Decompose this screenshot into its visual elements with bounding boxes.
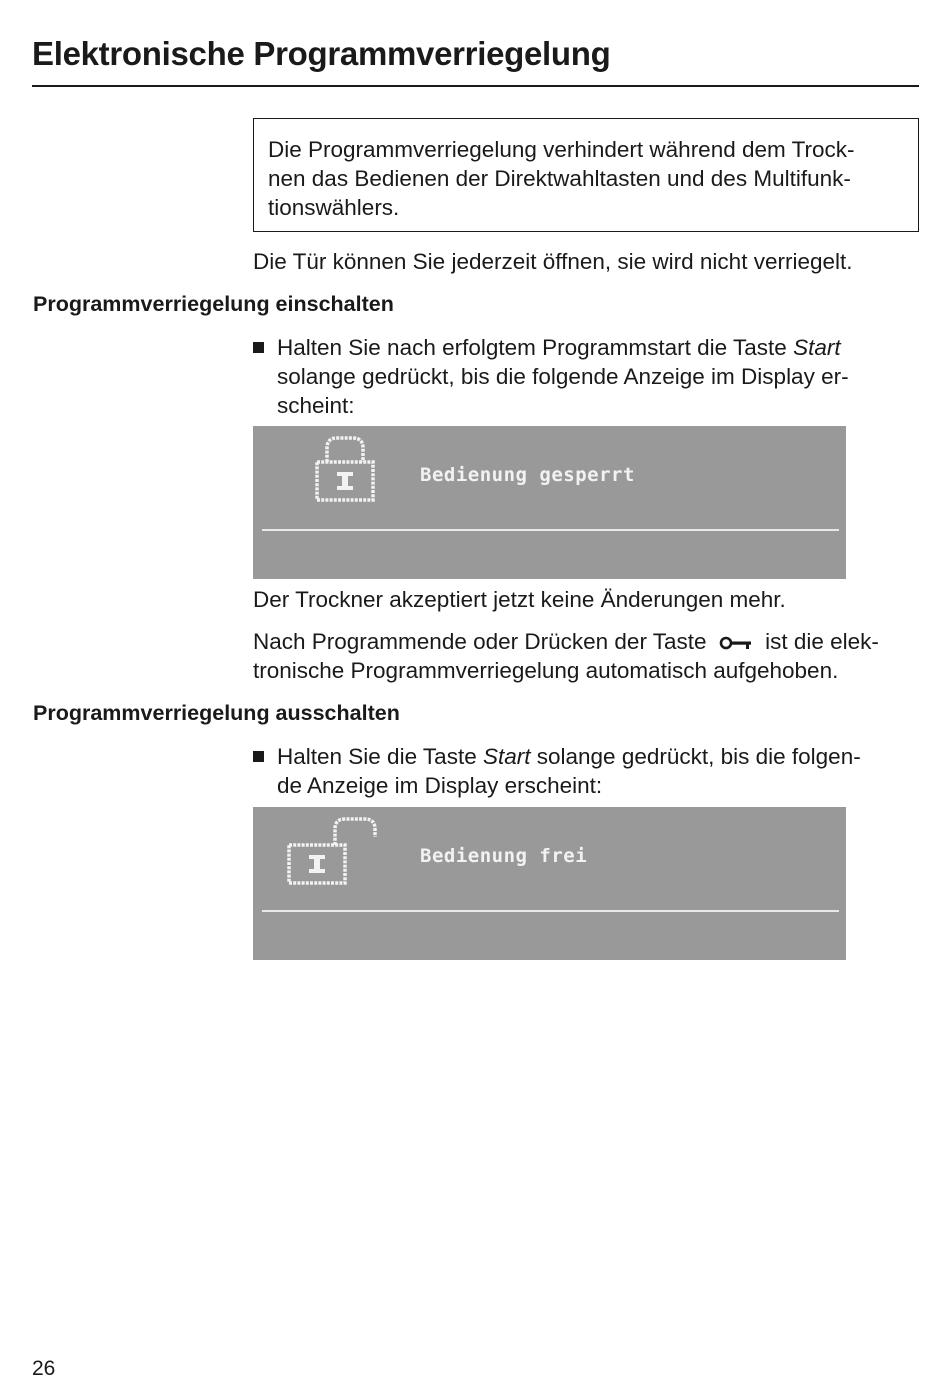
display-text-unlocked: Bedienung frei xyxy=(420,845,588,867)
note-line-3: tionswählers. xyxy=(268,195,400,220)
bullet-on-line-2: solange gedrückt, bis die folgende Anzeige im Display er- xyxy=(277,364,849,389)
after-locked-text: Der Trockner akzeptiert jetzt keine Änderungen mehr. xyxy=(253,587,786,612)
start-key-label: Start xyxy=(482,744,531,769)
display-unlocked xyxy=(253,807,846,960)
key-icon xyxy=(719,635,757,651)
lock-closed-icon xyxy=(313,434,377,504)
section-heading-on: Programmverriegelung einschalten xyxy=(33,292,394,316)
door-text: Die Tür können Sie jederzeit öffnen, sie wird nicht verriegelt. xyxy=(253,249,853,274)
display-text-locked: Bedienung gesperrt xyxy=(420,464,635,486)
bullet-off-line-2: de Anzeige im Display erscheint: xyxy=(277,773,603,798)
page-number: 26 xyxy=(32,1357,56,1380)
lock-open-icon xyxy=(285,815,385,887)
unlock-info-paragraph xyxy=(253,627,919,685)
bullet-square-icon xyxy=(253,342,264,353)
note-line-2: nen das Bedienen der Direktwahltasten und des Multifunk- xyxy=(268,166,851,191)
title-rule xyxy=(32,85,919,87)
unlock-info-line-2: tronische Programmverriegelung automatisch aufgehoben. xyxy=(253,658,839,683)
display-locked xyxy=(253,426,846,579)
note-box xyxy=(253,118,919,232)
display-divider xyxy=(262,910,839,912)
bullet-off-line-1: Halten Sie die Taste Start solange gedrückt, bis die folgen- xyxy=(277,744,861,769)
bullet-on-line-1: Halten Sie nach erfolgtem Programmstart die Taste Start xyxy=(277,335,841,360)
page-title: Elektronische Programmverriegelung xyxy=(32,35,611,72)
display-divider xyxy=(262,529,839,531)
bullet-on-line-3: scheint: xyxy=(277,393,355,418)
start-key-label: Start xyxy=(793,335,841,360)
section-heading-off: Programmverriegelung ausschalten xyxy=(33,701,400,725)
unlock-info-line-1: Nach Programmende oder Drücken der Taste ist die elek- xyxy=(253,629,879,654)
bullet-square-icon xyxy=(253,751,264,762)
note-line-1: Die Programmverriegelung verhindert während dem Trock- xyxy=(268,137,855,162)
